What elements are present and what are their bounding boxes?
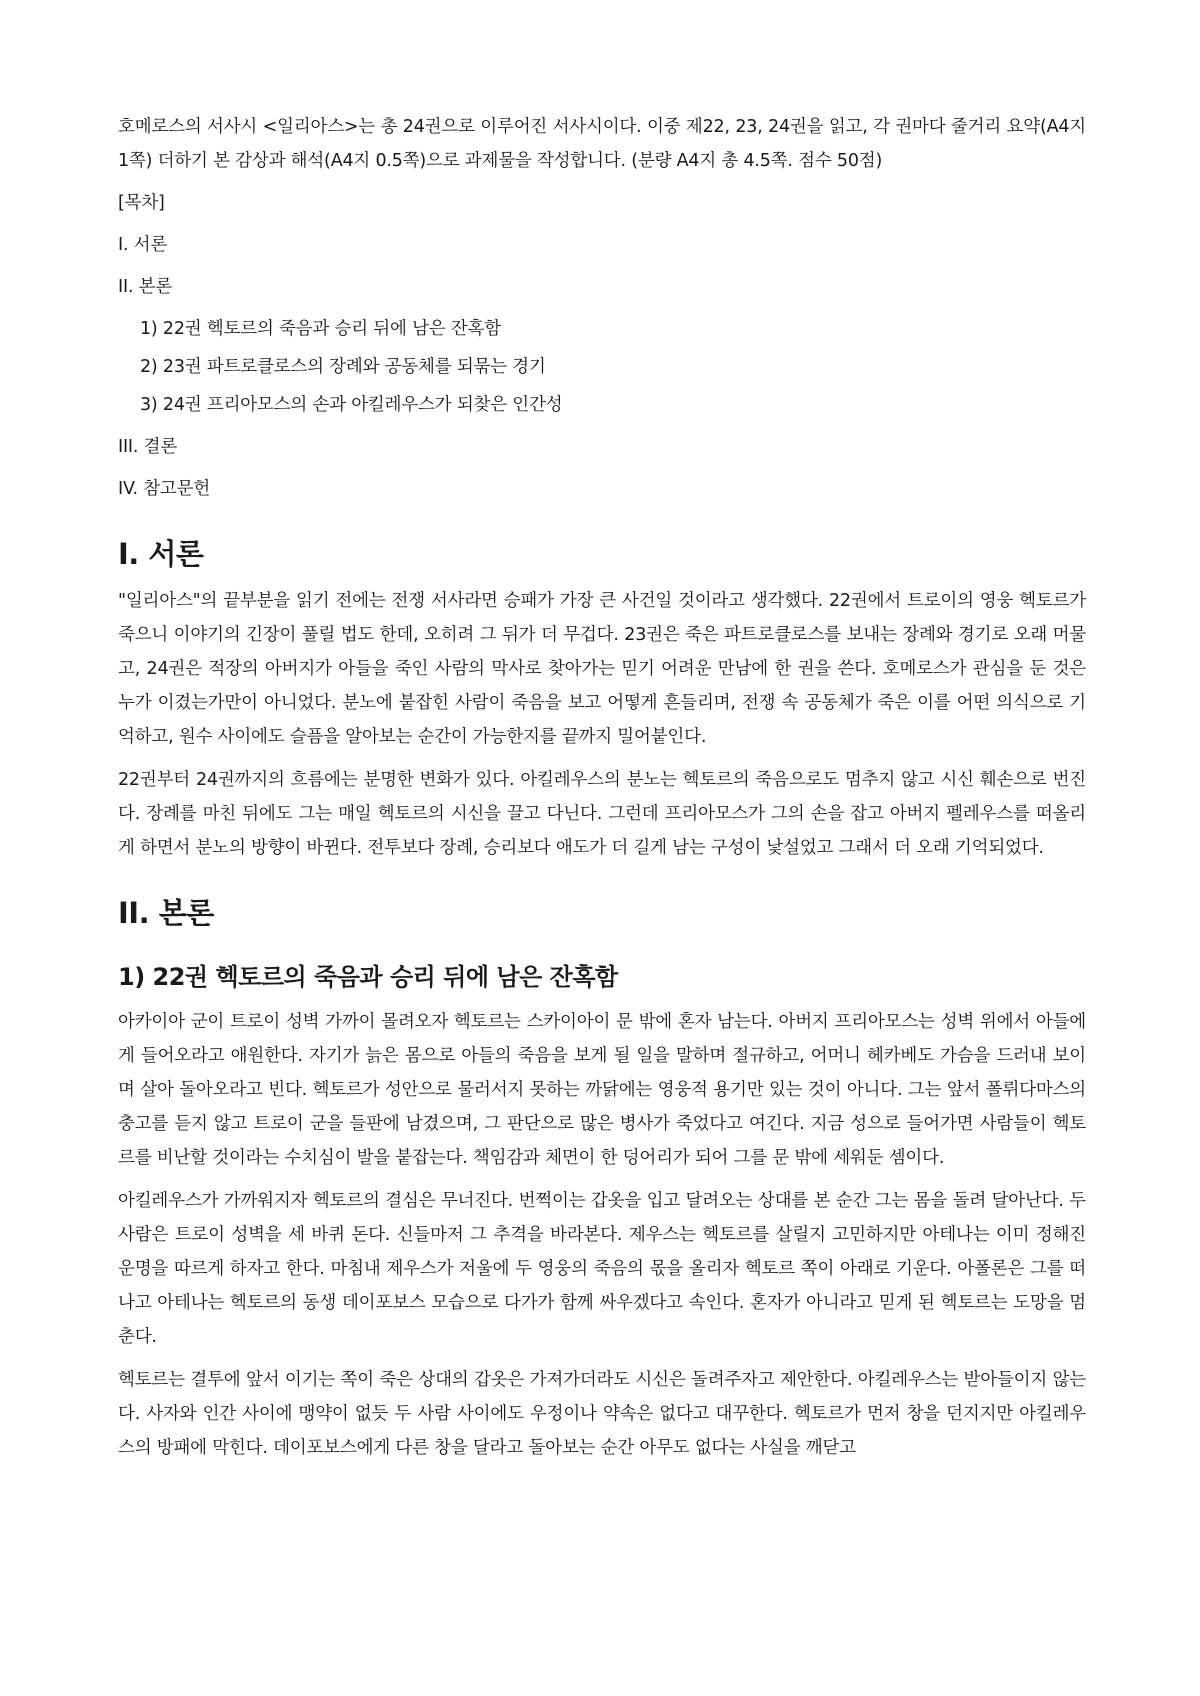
paragraph: 아킬레우스가 가까워지자 헥토르의 결심은 무너진다. 번쩍이는 갑옷을 입고 달려오는 상대를 본 순간 그는 몸을 돌려 달아난다. 두 사람은 트로이 성벽을 세 바퀴 돈다. 신들마저 그 추격을 바라본다. 제우스는 헥토르를 살릴지 고민하지만 아테나는 이미 정해진 운명을 따르게 하자고 한다. 마침내 제우스가 저울에 두 영웅의 죽음의 몫을 올리자 헥토르 쪽이 아래로 기운다. 아폴론은 그를 떠나고 아테나는 헥토르의 동생 데이포보스 모습으로 다가가 함께 싸우겠다고 속인다. 혼자가 아니라고 믿게 된 헥토르는 도망을 멈춘다. <box>118 1191 1086 1347</box>
paragraph: 헥토르는 결투에 앞서 이기는 쪽이 죽은 상대의 갑옷은 가져가더라도 시신은 돌려주자고 제안한다. 아킬레우스는 받아들이지 않는다. 사자와 인간 사이에 맹약이 없듯 두 사람 사이에도 우정이나 약속은 없다고 대꾸한다. 헥토르가 먼저 창을 던지지만 아킬레우스의 방패에 막힌다. 데이포보스에게 다른 창을 달라고 돌아보는 순간 아무도 없다는 사실을 깨닫고 <box>118 1370 1086 1458</box>
subsection-heading-book22: 1) 22권 헥토르의 죽음과 승리 뒤에 남은 잔혹함 <box>118 963 618 991</box>
toc-item-references: IV. 참고문헌 <box>118 479 211 499</box>
toc-item-book23: 2) 23권 파트로클로스의 장례와 공동체를 되묶는 경기 <box>140 357 546 377</box>
toc-item-book24: 3) 24권 프리아모스의 손과 아킬레우스가 되찾은 인간성 <box>140 395 563 415</box>
paragraph: 22권부터 24권까지의 흐름에는 분명한 변화가 있다. 아킬레우스의 분노는 헥토르의 죽음으로도 멈추지 않고 시신 훼손으로 번진다. 장례를 마친 뒤에도 그는 매일 헥토르의 시신을 끌고 다닌다. 그런데 프리아모스가 그의 손을 잡고 아버지 펠레우스를 떠올리게 하면서 분노의 방향이 바뀐다. 전투보다 장례, 승리보다 애도가 더 길게 남는 구성이 낯설었고 그래서 더 오래 기억되었다. <box>118 770 1086 858</box>
table-of-contents <box>118 228 1086 506</box>
document-page <box>118 110 1086 1474</box>
paragraph: 아카이아 군이 트로이 성벽 가까이 몰려오자 헥토르는 스카이아이 문 밖에 혼자 남는다. 아버지 프리아모스는 성벽 위에서 아들에게 들어오라고 애원한다. 자기가 늙은 몸으로 아들의 죽음을 보게 될 일을 말하며 절규하고, 어머니 헤카베도 가슴을 드러내 보이며 살아 돌아오라고 빈다. 헥토르가 성안으로 물러서지 못하는 까닭에는 영웅적 용기만 있는 것이 아니다. 그는 앞서 폴뤼다마스의 충고를 듣지 않고 트로이 군을 들판에 남겼으며, 그 판단으로 많은 병사가 죽었다고 여긴다. 지금 성으로 들어가면 사람들이 헥토르를 비난할 것이라는 수치심이 발을 붙잡는다. 책임감과 체면이 한 덩어리가 되어 그를 문 밖에 세워둔 셈이다. <box>118 1012 1086 1168</box>
toc-item-body: II. 본론 <box>118 277 173 297</box>
assignment-intro: 호메로스의 서사시 <일리아스>는 총 24권으로 이루어진 서사시이다. 이중 제22, 23, 24권을 읽고, 각 권마다 줄거리 요약(A4지 1쪽) 더하기 본 감상과 해석(A4지 0.5쪽)으로 과제물을 작성합니다. (분량 A4지 총 4.5쪽. 점수 50점) <box>118 117 1086 171</box>
toc-title: [목차] <box>118 193 165 213</box>
section-heading-introduction: I. 서론 <box>118 537 204 571</box>
toc-item-conclusion: III. 결론 <box>118 437 178 457</box>
paragraph: "일리아스"의 끝부분을 읽기 전에는 전쟁 서사라면 승패가 가장 큰 사건일 것이라고 생각했다. 22권에서 트로이의 영웅 헥토르가 죽으니 이야기의 긴장이 풀릴 법도 한데, 오히려 그 뒤가 더 무겁다. 23권은 죽은 파트로클로스를 보내는 장례와 경기로 오래 머물고, 24권은 적장의 아버지가 아들을 죽인 사람의 막사로 찾아가는 믿기 어려운 만남에 한 권을 쓴다. 호메로스가 관심을 둔 것은 누가 이겼는가만이 아니었다. 분노에 붙잡힌 사람이 죽음을 보고 어떻게 흔들리며, 전쟁 속 공동체가 죽은 이를 어떤 의식으로 기억하고, 원수 사이에도 슬픔을 알아보는 순간이 가능한지를 끝까지 밀어붙인다. <box>118 591 1086 747</box>
section-heading-body: II. 본론 <box>118 896 214 930</box>
toc-item-book22: 1) 22권 헥토르의 죽음과 승리 뒤에 남은 잔혹함 <box>140 319 501 339</box>
toc-item-introduction: I. 서론 <box>118 235 168 255</box>
